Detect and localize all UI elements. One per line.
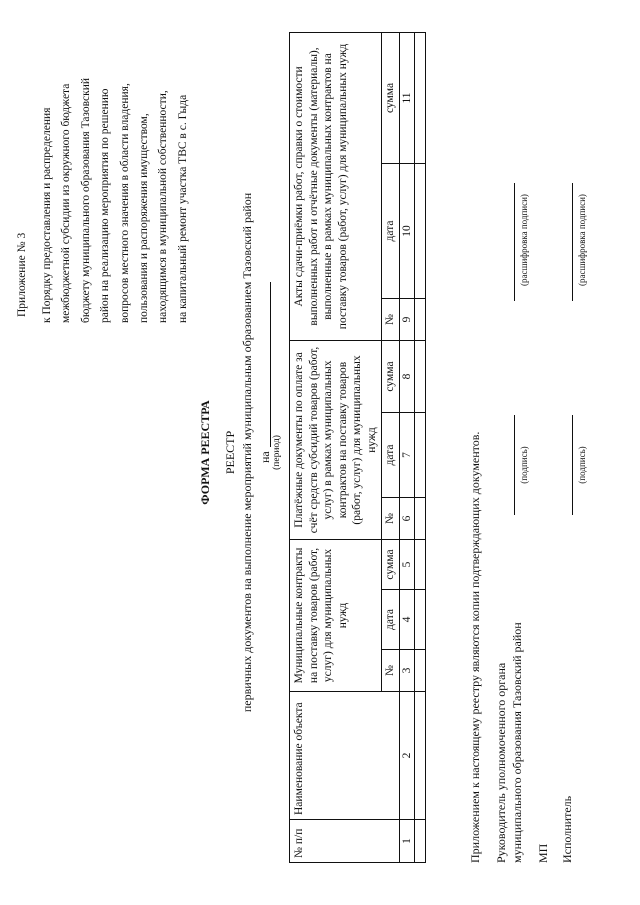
column-number: 1 — [399, 820, 415, 863]
column-number: 7 — [399, 412, 415, 497]
registry-table — [289, 32, 426, 863]
empty-cell — [415, 650, 426, 692]
empty-cell — [415, 539, 426, 589]
executor-decode-caption: (расшифровка подписи) — [577, 194, 587, 286]
executor-signature-line — [572, 415, 573, 515]
empty-cell — [415, 692, 426, 820]
head-title-line2: муниципального образования Тазовский район — [510, 622, 524, 863]
subheader-no: № — [382, 650, 400, 692]
form-title: ФОРМА РЕЕСТРА — [198, 400, 212, 505]
appendix-text — [38, 33, 193, 323]
head-decode-caption: (расшифровка подписи) — [519, 194, 529, 286]
empty-cell — [415, 163, 426, 298]
column-number: 3 — [399, 650, 415, 692]
empty-cell — [415, 32, 426, 163]
subheader-sum: сумма — [382, 340, 400, 412]
empty-cell — [415, 340, 426, 412]
subheader-date: дата — [382, 590, 400, 650]
empty-cell — [415, 497, 426, 539]
appendix-line: находящимся в муниципальной собственности, — [157, 90, 170, 323]
appendix-title: Приложение № 3 — [16, 232, 28, 317]
subheader-no: № — [382, 497, 400, 539]
column-number: 9 — [399, 298, 415, 340]
subheader-date: дата — [382, 163, 400, 298]
header-payments: Платёжные документы по оплате за счёт средств субсидий товаров (работ, услуг) в рамках муниципальных контрактов на поставку товаров (работ, услуг) для муниципальных нужд — [290, 340, 382, 539]
appendix-line: район на реализацию мероприятия по решению — [99, 88, 112, 323]
executor-signature-caption: (подпись) — [577, 446, 587, 484]
column-number: 8 — [399, 340, 415, 412]
column-number: 10 — [399, 163, 415, 298]
table-empty-row — [415, 32, 426, 862]
executor-decode-line — [572, 183, 573, 301]
head-signature-caption: (подпись) — [519, 446, 529, 484]
empty-cell — [415, 412, 426, 497]
column-number: 11 — [399, 32, 415, 163]
period-blank-line — [270, 282, 271, 447]
header-contracts: Муниципальные контракты на поставку товаров (работ, услуг) для муниципальных нужд — [290, 539, 382, 691]
head-title-line1: Руководитель уполномоченного органа — [494, 662, 508, 863]
seal-mark: МП — [536, 843, 550, 863]
registry-title: РЕЕСТР — [223, 430, 237, 475]
empty-cell — [415, 820, 426, 863]
column-number: 5 — [399, 539, 415, 589]
header-acts: Акты сдачи-приёмки работ, справки о стоимости выполненных работ и отчётные документы (материалы), выполненные в рамках муниципальных контрактов на поставку товаров (работ, услуг) для муниципальных нужд — [290, 32, 382, 340]
appendix-line: к Порядку предоставления и распределения — [41, 107, 53, 323]
head-signature-line — [514, 415, 515, 515]
registry-subtitle: первичных документов на выполнение мероприятий муниципальным образованием Тазовский район — [240, 192, 254, 713]
subheader-sum: сумма — [382, 539, 400, 589]
attachment-note: Приложением к настоящему реестру являются копии подтверждающих документов. — [468, 431, 482, 863]
table-header-row — [290, 32, 382, 862]
period-caption: (период) — [272, 435, 282, 470]
column-number: 2 — [399, 692, 415, 820]
appendix-line: пользования и распоряжения имуществом, — [138, 113, 151, 323]
empty-cell — [415, 298, 426, 340]
appendix-line: вопросов местного значения в области владения, — [118, 83, 131, 323]
head-decode-line — [514, 183, 515, 301]
header-num: № п/п — [290, 820, 400, 863]
subheader-no: № — [382, 298, 400, 340]
appendix-line: бюджету муниципального образования Тазовский — [79, 77, 92, 323]
empty-cell — [415, 590, 426, 650]
appendix-line: межбюджетной субсидии из окружного бюджета — [60, 83, 73, 323]
appendix-line: на капитальный ремонт участка ТВС в с. Гыда — [176, 94, 189, 323]
column-number: 6 — [399, 497, 415, 539]
column-number-row — [399, 32, 415, 862]
executor-label: Исполнитель — [560, 795, 574, 863]
column-number: 4 — [399, 590, 415, 650]
subheader-date: дата — [382, 412, 400, 497]
subheader-sum: сумма — [382, 32, 400, 163]
period-prefix: на — [258, 451, 272, 463]
header-object: Наименование объекта — [290, 692, 400, 820]
